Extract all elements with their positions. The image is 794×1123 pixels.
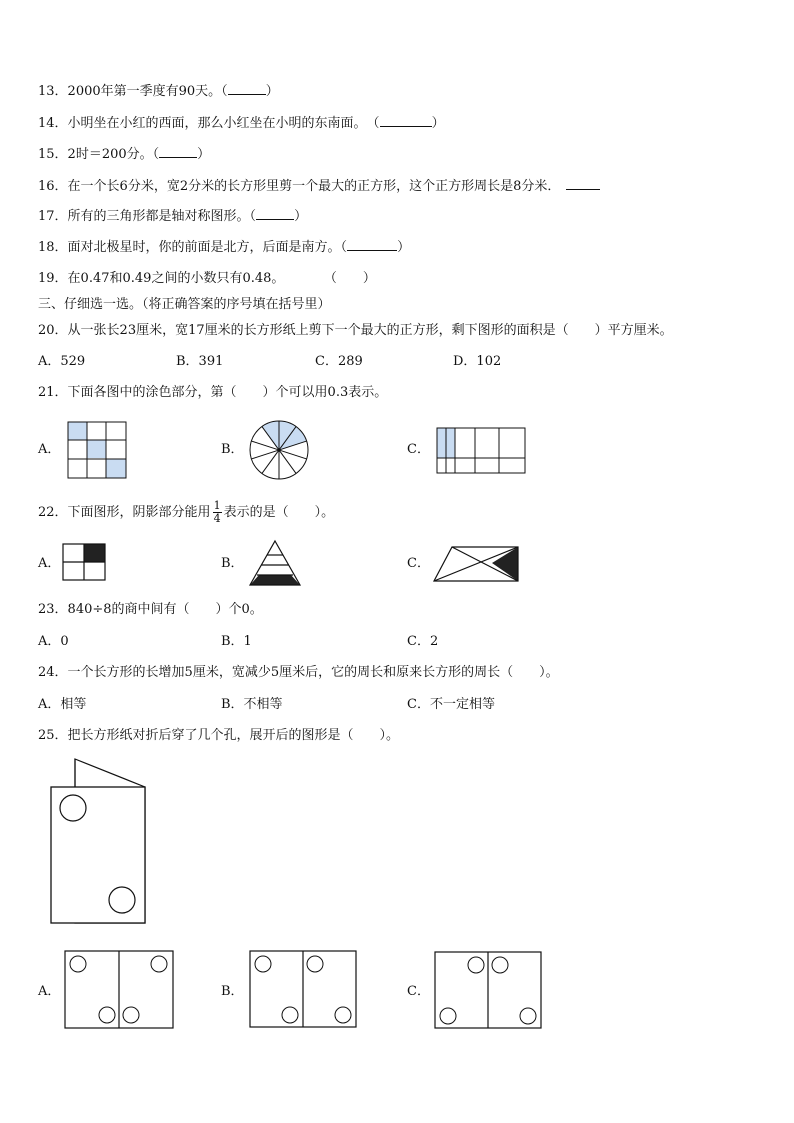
- answer-blank[interactable]: [380, 114, 432, 127]
- question-number: 19．: [38, 271, 68, 286]
- question-text: 从一张长23厘米，宽17厘米的长方形纸上剪下一个最大的正方形，剩下图形的面积是（ ）平方厘米。: [67, 323, 673, 338]
- option-c[interactable]: C．289: [315, 354, 363, 369]
- question-number: 16．: [38, 179, 68, 194]
- grid-figure-a: [68, 422, 126, 478]
- answer-blank[interactable]: [159, 145, 197, 158]
- option-c[interactable]: C．: [407, 442, 430, 457]
- question-22: 22．下面图形，阴影部分能用 $\frac{1}{4}$ 表示的是（ ）。: [38, 499, 335, 525]
- question-text: 一个长方形的长增加5厘米，宽减少5厘米后，它的周长和原来长方形的周长（ ）。: [67, 665, 559, 680]
- question-number: 14．: [38, 116, 68, 131]
- option-a[interactable]: A．: [38, 442, 61, 457]
- option-b[interactable]: B．: [221, 984, 244, 999]
- answer-paren[interactable]: （ ）: [330, 271, 376, 286]
- question-text: 把长方形纸对折后穿了几个孔，展开后的图形是（ ）。: [67, 728, 400, 743]
- question-text: 在0.47和0.49之间的小数只有0.48。: [67, 271, 285, 286]
- question-text: 840÷8的商中间有（ ）个0。: [67, 602, 263, 617]
- question-number: 13．: [38, 84, 68, 99]
- unfolded-figure-c: [435, 952, 543, 1030]
- question-text: 下面各图中的涂色部分，第（ ）个可以用0.3表示。: [67, 385, 388, 400]
- option-c[interactable]: C．: [407, 984, 430, 999]
- question-number: 18．: [38, 240, 68, 255]
- answer-blank[interactable]: [228, 82, 266, 95]
- answer-blank[interactable]: [566, 177, 600, 190]
- square-figure-a: [63, 544, 105, 580]
- question-text: 2000年第一季度有90天。（: [67, 84, 228, 99]
- question-number: 21．: [38, 385, 68, 400]
- answer-blank[interactable]: [256, 207, 294, 220]
- question-number: 22．: [38, 505, 68, 520]
- fraction: $\frac{1}{4}$: [213, 499, 221, 525]
- question-16: [38, 177, 600, 196]
- question-number: 24．: [38, 665, 68, 680]
- question-text: 在一个长6分米，宽2分米的长方形里剪一个最大的正方形，这个正方形周长是8分米．: [67, 179, 561, 194]
- question-text: 面对北极星时，你的前面是北方，后面是南方。（: [67, 240, 348, 255]
- question-17: 17．所有的三角形都是轴对称图形。（ ）: [38, 209, 308, 224]
- question-24: [38, 664, 559, 682]
- question-25: [38, 727, 399, 745]
- question-13: 13．2000年第一季度有90天。（ ）: [38, 84, 279, 99]
- question-14: 14．小明坐在小红的西面，那么小红坐在小明的东南面。 （ ）: [38, 116, 445, 131]
- option-a[interactable]: A．0: [38, 634, 69, 649]
- question-text: 所有的三角形都是轴对称图形。（: [67, 209, 257, 224]
- question-text: 2时＝200分。（: [67, 147, 160, 162]
- question-number: 17．: [38, 209, 68, 224]
- rect-figure-c: [437, 428, 525, 473]
- question-21: [38, 384, 387, 402]
- option-a[interactable]: A．相等: [38, 697, 87, 712]
- question-number: 25．: [38, 728, 68, 743]
- section-heading: 三、仔细选一选。（将正确答案的序号填在括号里）: [38, 297, 331, 312]
- option-b[interactable]: B．不相等: [221, 697, 283, 712]
- question-number: 23．: [38, 602, 68, 617]
- option-c[interactable]: C．: [407, 556, 430, 571]
- option-a[interactable]: A．: [38, 556, 61, 571]
- option-a[interactable]: A．: [38, 984, 61, 999]
- question-19: [38, 270, 376, 288]
- question-number: 20．: [38, 323, 68, 338]
- option-b[interactable]: B．: [221, 556, 244, 571]
- pie-figure-b: [249, 420, 309, 480]
- question-15: 15．2时＝200分。（ ）: [38, 147, 211, 162]
- option-b[interactable]: B．1: [221, 634, 252, 649]
- question-number: 15．: [38, 147, 68, 162]
- option-a[interactable]: A．529: [38, 354, 86, 369]
- parallelogram-figure-c: [432, 545, 520, 583]
- question-23: [38, 601, 263, 619]
- option-b[interactable]: B．391: [176, 354, 224, 369]
- option-b[interactable]: B．: [221, 442, 244, 457]
- answer-blank[interactable]: [347, 238, 397, 251]
- unfolded-figure-a: [65, 951, 175, 1029]
- question-text: 小明坐在小红的西面，那么小红坐在小明的东南面。 （: [67, 116, 380, 131]
- folded-paper-figure: [49, 757, 149, 927]
- triangle-figure-b: [247, 539, 303, 587]
- question-20: [38, 322, 673, 340]
- unfolded-figure-b: [250, 951, 358, 1029]
- option-c[interactable]: C．不一定相等: [407, 697, 495, 712]
- option-c[interactable]: C．2: [407, 634, 439, 649]
- question-18: 18．面对北极星时，你的前面是北方，后面是南方。（ ）: [38, 240, 411, 255]
- option-d[interactable]: D．102: [453, 354, 502, 369]
